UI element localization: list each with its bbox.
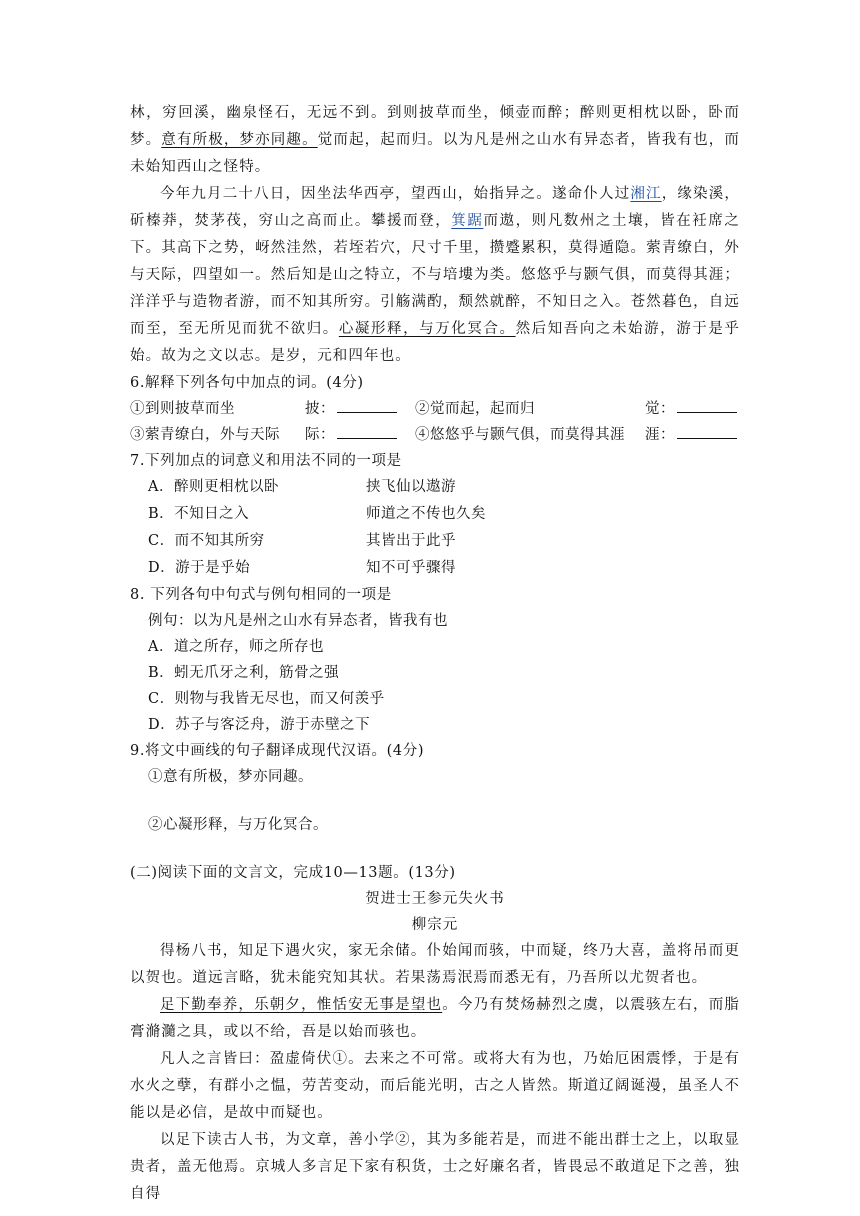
part2-intro: (二)阅读下面的文言文，完成10—13题。(13分) <box>130 865 456 881</box>
option-right: 知不可乎骤得 <box>366 560 456 576</box>
q8-option-c[interactable]: C．则物与我皆无尽也，而又何羡乎 <box>148 691 385 707</box>
text-run: 林，穷回溪，幽泉怪石，无远不到。到则披草而坐，倾壶而醉；醉则更相枕以卧，卧而梦。 <box>130 105 740 148</box>
q9-sentence-2: ②心凝形释，与万化冥合。 <box>148 817 328 833</box>
text-run: 而遨，则凡数州之土壤，皆在衽席之下。其高下之势，岈然洼然，若垤若穴，尺寸千里，攒蹙累积，莫得遁隐。萦青缭白，外与天际，四望如一。然后知是山之特立，不与培塿为类。悠悠乎与颢气俱，而莫得其涯；洋洋乎与造物者游，而不知其所穷。引觞满酌，颓然就醉，不知日之入。苍然暮色，自远而至，至无所见而犹不欲归。 <box>130 213 741 337</box>
q6-title: 6.解释下列各句中加点的词。(4分) <box>130 375 364 391</box>
option-left: A．醉则更相枕以卧 <box>148 479 279 495</box>
answer-blank[interactable] <box>337 424 397 439</box>
q8-title: 8. 下列各句中句式与例句相同的一项是 <box>130 587 392 603</box>
essay-paragraph-4: 以足下读古人书，为文章，善小学②，其为多能若是，而进不能出群士之上，以取显贵者，盖无他焉。京城人多言足下家有积货，士之好廉名者，皆畏忌不敢道足下之善，独自得 <box>130 1132 740 1202</box>
text-run: ，缘染溪，斫榛莽，焚茅茷，穷山之高而止。攀援而登， <box>130 186 740 229</box>
q6-item-3-word: 际： <box>305 427 335 443</box>
option-right: 师道之不传也久矣 <box>366 506 486 522</box>
link-xiangjiang[interactable]: 湘江 <box>630 186 662 202</box>
text-run: 。今乃有焚炀赫烈之虞，以震骇左右，而脂膏滫瀡之具，或以不给，吾是以始而骇也。 <box>130 997 740 1040</box>
q6-item-1: ①到则披草而坐 <box>130 401 235 417</box>
option-left: D．游于是乎始 <box>148 560 251 576</box>
q8-option-a[interactable]: A．道之所存，师之所存也 <box>148 639 324 655</box>
document-page <box>130 100 740 1208</box>
essay-paragraph-1: 得杨八书，知足下遇火灾，家无余储。仆始闻而骇，中而疑，终乃大喜，盖将吊而更以贺也。道远言略，犹未能究知其状。若果荡焉泯焉而悉无有，乃吾所以尤贺者也。 <box>130 943 740 986</box>
q6-item-4-word: 涯： <box>645 427 675 443</box>
q8-option-d[interactable]: D．苏子与客泛舟，游于赤壁之下 <box>148 717 371 733</box>
passage-paragraph-1 <box>130 100 740 181</box>
q7-option-d[interactable] <box>130 555 740 582</box>
q8-option-b[interactable]: B．蚓无爪牙之利，筋骨之强 <box>148 665 340 681</box>
essay-author: 柳宗元 <box>411 917 459 933</box>
text-run: 然后知吾向之未始游，游于是乎始。故为之文以志。是岁，元和四年也。 <box>130 321 740 364</box>
q6-row-2 <box>130 422 740 448</box>
q7-option-a[interactable] <box>130 474 740 501</box>
q7-option-b[interactable] <box>130 501 740 528</box>
q6-row-1 <box>130 396 740 422</box>
essay-paragraph-2 <box>130 992 740 1046</box>
q6-item-2-word: 觉： <box>645 401 675 417</box>
answer-space[interactable] <box>130 838 740 860</box>
answer-blank[interactable] <box>337 398 397 413</box>
q9-title: 9.将文中画线的句子翻译成现代汉语。(4分) <box>130 743 425 759</box>
option-right: 其皆出于此乎 <box>366 533 456 549</box>
answer-blank[interactable] <box>677 398 737 413</box>
passage-paragraph-2 <box>130 181 740 370</box>
link-jiju[interactable]: 箕踞 <box>451 213 484 229</box>
essay-title: 贺进士王参元失火书 <box>365 891 505 907</box>
underlined-sentence-3: 足下勤奉养，乐朝夕，惟恬安无事是望也 <box>160 997 443 1013</box>
q6-item-3: ③萦青缭白，外与天际 <box>130 427 280 443</box>
text-run: 觉而起，起而归。以为凡是州之山水有异态者，皆我有也，而未始知西山之怪特。 <box>130 132 741 175</box>
q8-example: 例句：以为凡是州之山水有异态者，皆我有也 <box>148 613 448 629</box>
q7-option-c[interactable] <box>130 528 740 555</box>
underlined-sentence-2: 心凝形释，与万化冥合。 <box>338 321 516 337</box>
underlined-sentence-1: 意有所极，梦亦同趣。 <box>161 132 318 148</box>
q9-sentence-1: ①意有所极，梦亦同趣。 <box>148 769 313 785</box>
q7-title: 7.下列加点的词意义和用法不同的一项是 <box>130 453 402 469</box>
answer-space[interactable] <box>130 790 740 812</box>
q6-item-1-word: 披： <box>305 401 335 417</box>
text-run: 今年九月二十八日，因坐法华西亭，望西山，始指异之。遂命仆人过 <box>160 186 631 202</box>
q6-item-2: ②觉而起，起而归 <box>415 401 535 417</box>
option-left: B．不知日之入 <box>148 506 250 522</box>
essay-paragraph-3: 凡人之言皆曰：盈虚倚伏①。去来之不可常。或将大有为也，乃始厄困震悸，于是有水火之孽，有群小之愠，劳苦变动，而后能光明，古之人皆然。斯道辽阔诞漫，虽圣人不能以是必信，是故中而疑也。 <box>130 1051 740 1121</box>
q6-item-4: ④悠悠乎与颢气俱，而莫得其涯 <box>415 427 625 443</box>
answer-blank[interactable] <box>677 424 737 439</box>
option-right: 挟飞仙以遨游 <box>366 479 456 495</box>
option-left: C．而不知其所穷 <box>148 533 265 549</box>
